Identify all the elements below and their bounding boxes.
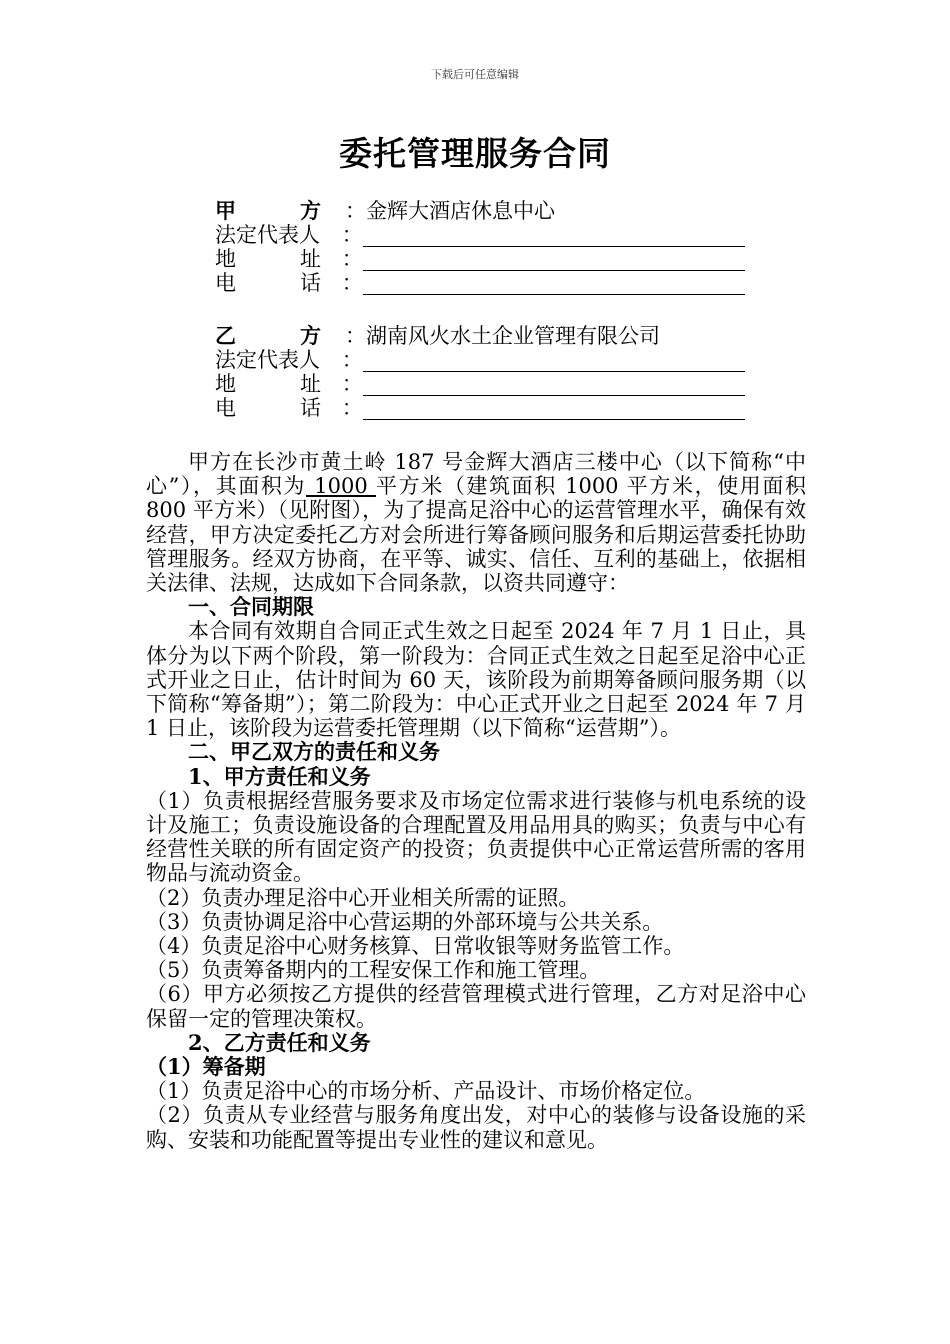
party-b-address-label: 地 址 (215, 372, 321, 396)
party-a-address-blank (363, 250, 745, 271)
party-a-duty-item: （6）甲方必须按乙方提供的经营管理模式进行管理，乙方对足浴中心保留一定的管理决策权。 (146, 982, 806, 1031)
party-b-name: 湖南风火水土企业管理有限公司 (366, 324, 660, 348)
contract-body (146, 450, 806, 1152)
party-a-duty-item: （5）负责筹备期内的工程安保工作和施工管理。 (146, 958, 601, 983)
party-a-block (215, 199, 745, 295)
party-b-address-blank (363, 375, 745, 396)
party-b-block (215, 324, 745, 420)
document-title: 委托管理服务合同 (339, 134, 611, 173)
party-a-name: 金辉大酒店休息中心 (366, 199, 555, 223)
party-b-duties-heading: 2、乙方责任和义务 (188, 1029, 371, 1055)
header-note: 下载后可任意编辑 (431, 68, 519, 81)
party-a-duty-item: （2）负责办理足浴中心开业相关所需的证照。 (146, 885, 580, 910)
party-b-rep-row: 法定代表人 ： (215, 348, 745, 372)
party-a-phone-label: 电 话 (215, 271, 321, 295)
party-b-address-row: 地 址 ： (215, 372, 745, 396)
party-b-phone-row: 电 话 ： (215, 396, 745, 420)
party-a-duty-item: （4）负责足浴中心财务核算、日常收银等财务监管工作。 (146, 934, 685, 959)
party-a-address-row: 地 址 ： (215, 247, 745, 271)
party-b-rep-label: 法定代表人 (215, 348, 320, 372)
party-a-rep-blank (363, 226, 745, 247)
party-a-address-label: 地 址 (215, 247, 321, 271)
party-b-duty-item: （1）负责足浴中心的市场分析、产品设计、市场价格定位。 (146, 1079, 706, 1104)
preparation-phase-heading: （1）筹备期 (146, 1054, 266, 1080)
party-a-rep-label: 法定代表人 (215, 223, 320, 247)
party-a-phone-row: 电 话 ： (215, 271, 745, 295)
party-a-duty-item: （1）负责根据经营服务要求及市场定位需求进行装修与机电系统的设计及施工；负责设施设备的合理配置及用品用具的购买；负责与中心有经营性关联的所有固定资产的投资；负责提供中心正常运营所需的客用物品与流动资金。 (146, 788, 806, 886)
party-a-name-row: 甲 方 ： 金辉大酒店休息中心 (215, 198, 555, 223)
section-1-heading: 一、合同期限 (188, 594, 314, 620)
party-a-duties-heading: 1、甲方责任和义务 (188, 763, 371, 789)
intro-paragraph: 甲方在长沙市黄土岭 187 号金辉大酒店三楼中心（以下简称“中心”），其面积为 1000 平方米（建筑面积 1000 平方米，使用面积 800 平方米）（见附图），为了提高足浴中心的运营管理水平，确保有效经营，甲方决定委托乙方对会所进行筹备顾问服务和后期运营委托协助管理服务。经双方协商，在平等、诚实、信任、互利的基础上，依据相关法律、法规，达成如下合同条款，以资共同遵守： (146, 450, 806, 596)
party-a-duty-item: （3）负责协调足浴中心营运期的外部环境与公共关系。 (146, 909, 664, 934)
party-a-phone-blank (363, 274, 745, 295)
party-a-rep-row: 法定代表人 ： (215, 223, 745, 247)
section-1-text: 本合同有效期自合同正式生效之日起至 2024 年 7 月 1 日止，具体分为以下两个阶段，第一阶段为：合同正式生效之日起至足浴中心正式开业之日止，估计时间为 60 天，该阶段为前期筹备顾问服务期（以下简称“筹备期”）；第二阶段为：中心正式开业之日起至 2024 年 7 月 1 日止，该阶段为运营委托管理期（以下简称“运营期”）。 (146, 619, 806, 741)
party-a-label: 甲 方 (215, 198, 321, 223)
party-b-phone-label: 电 话 (215, 396, 321, 420)
section-2-heading: 二、甲乙双方的责任和义务 (188, 739, 440, 765)
party-b-phone-blank (363, 399, 745, 420)
party-b-duty-item: （2）负责从专业经营与服务角度出发，对中心的装修与设备设施的采购、安装和功能配置等提出专业性的建议和意见。 (146, 1103, 806, 1152)
party-b-rep-blank (363, 351, 745, 372)
party-b-label: 乙 方 (215, 323, 321, 348)
area-value: 1000 (306, 474, 377, 499)
party-b-name-row: 乙 方 ： 湖南风火水土企业管理有限公司 (215, 323, 660, 348)
